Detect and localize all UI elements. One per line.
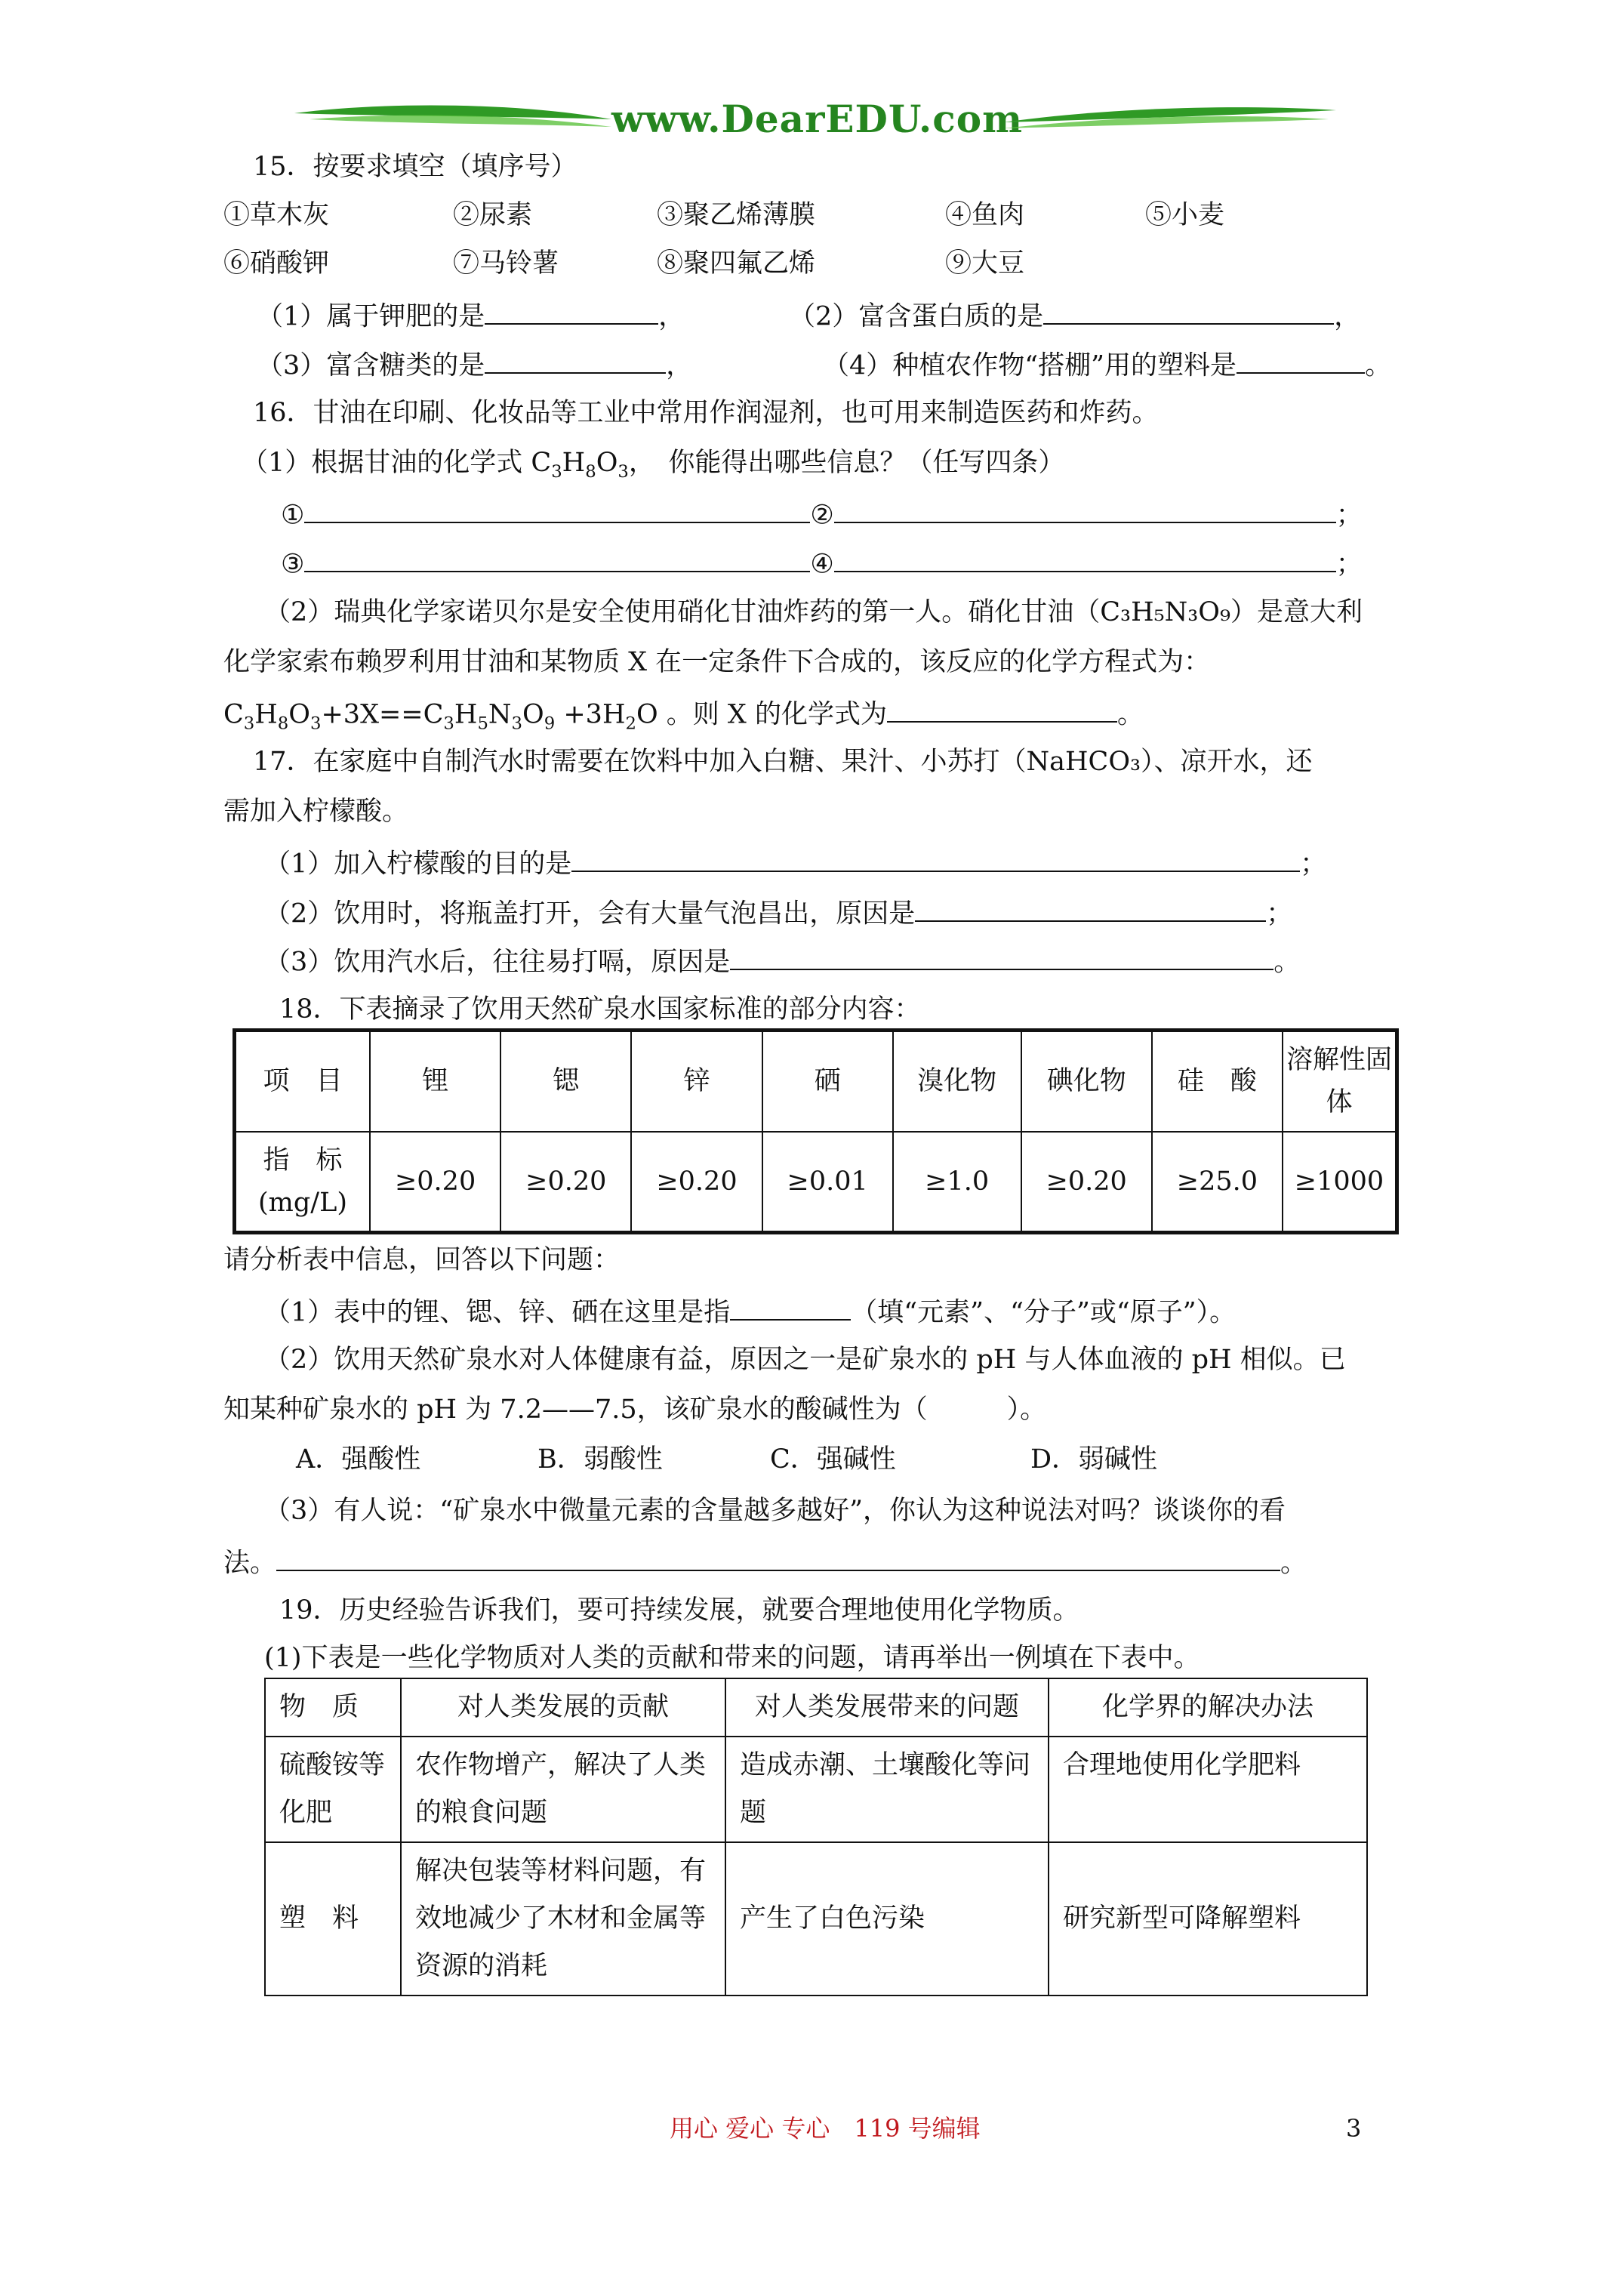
q15-item-4: ④鱼肉 (945, 200, 1025, 230)
q19-table (264, 1678, 1368, 1996)
q18-option-a: A．强酸性 (296, 1444, 421, 1475)
table-header-row (265, 1678, 1367, 1737)
table-header-cell: 锌 (631, 1031, 762, 1132)
q18-prompt: 请分析表中信息，回答以下问题： (223, 1245, 621, 1275)
table-cell: 硫酸铵等化肥 (265, 1737, 401, 1842)
table-row (235, 1132, 1397, 1233)
table-header-cell: 项 目 (235, 1031, 371, 1132)
q18-table (233, 1028, 1399, 1234)
q16-sub2-line2: 化学家索布赖罗利用甘油和某物质 X 在一定条件下合成的，该反应的化学方程式为： (223, 647, 1211, 677)
q15-part4: （4）种植农作物“搭棚”用的塑料是 。 (823, 347, 1391, 381)
table-cell: 合理地使用化学肥料 (1049, 1737, 1367, 1842)
q16-title: 16．甘油在印刷、化妆品等工业中常用作润湿剂，也可用来制造医药和炸药。 (253, 398, 1159, 428)
table-cell: ≥1.0 (893, 1132, 1021, 1233)
q17-s3: （3）饮用汽水后，往往易打嗝，原因是 。 (264, 944, 1300, 978)
q19-title: 19．历史经验告诉我们，要可持续发展，就要合理地使用化学物质。 (279, 1595, 1079, 1626)
q15-part2: （2）富含蛋白质的是 ， (789, 298, 1360, 332)
answer-blank[interactable] (730, 1294, 851, 1321)
answer-blank[interactable] (485, 347, 666, 374)
q18-s2-line2: 知某种矿泉水的 pH 为 7.2——7.5，该矿泉水的酸碱性为（ ）。 (223, 1395, 1047, 1425)
table-cell: 解决包装等材料问题，有效地减少了木材和金属等资源的消耗 (401, 1842, 725, 1996)
table-header-row (235, 1031, 1397, 1132)
q16-line-2: ③ ④ ； (281, 546, 1363, 580)
q18-s2-line1: （2）饮用天然矿泉水对人体健康有益，原因之一是矿泉水的 pH 与人体血液的 pH 相似。已 (264, 1345, 1346, 1375)
table-cell: 塑 料 (265, 1842, 401, 1996)
table-header-cell: 对人类发展的贡献 (401, 1678, 725, 1737)
answer-blank[interactable] (730, 944, 1273, 970)
table-cell: ≥0.01 (762, 1132, 893, 1233)
q18-option-c: C．强碱性 (770, 1444, 896, 1475)
q17-title-cont: 需加入柠檬酸。 (223, 797, 409, 827)
q15-item-7: ⑦马铃薯 (453, 248, 559, 279)
answer-blank[interactable] (485, 298, 658, 325)
answer-blank[interactable] (304, 546, 810, 572)
table-cell: 产生了白色污染 (725, 1842, 1049, 1996)
table-cell: 研究新型可降解塑料 (1049, 1842, 1367, 1996)
q19-sub1: (1)下表是一些化学物质对人类的贡献和带来的问题，请再举出一例填在下表中。 (264, 1643, 1200, 1673)
q16-line-1: ① ② ； (281, 497, 1363, 531)
table-cell: ≥0.20 (500, 1132, 631, 1233)
table-cell: 指 标(mg/L) (235, 1132, 371, 1233)
table-cell: 农作物增产，解决了人类的粮食问题 (401, 1737, 725, 1842)
q16-equation: $C_3H_8O_3+3X==C_3H_5N_3O_9 +3H_2O$ 。则 X 的化学式为 。 (223, 696, 1144, 735)
q18-title: 18．下表摘录了饮用天然矿泉水国家标准的部分内容： (279, 994, 921, 1025)
q15-part1: （1）属于钾肥的是 ， (257, 298, 685, 332)
answer-blank[interactable] (571, 846, 1300, 872)
q15-item-5: ⑤小麦 (1145, 200, 1225, 230)
table-header-cell: 化学界的解决办法 (1049, 1678, 1367, 1737)
answer-blank[interactable] (1236, 347, 1365, 374)
table-header-cell: 锶 (500, 1031, 631, 1132)
q15-title: 15．按要求填空（填序号） (253, 152, 577, 182)
table-cell: ≥0.20 (1021, 1132, 1152, 1233)
answer-blank[interactable] (304, 497, 810, 523)
table-header-cell: 对人类发展带来的问题 (725, 1678, 1049, 1737)
table-row (265, 1842, 1367, 1996)
table-header-cell: 溴化物 (893, 1031, 1021, 1132)
table-cell: ≥0.20 (631, 1132, 762, 1233)
q15-item-9: ⑨大豆 (945, 248, 1025, 279)
answer-blank[interactable] (834, 546, 1336, 572)
table-header-cell: 锂 (370, 1031, 500, 1132)
q15-item-3: ③聚乙烯薄膜 (657, 200, 816, 230)
footer-text: 用心 爱心 专心 119 号编辑 (670, 2114, 981, 2143)
answer-blank[interactable] (834, 497, 1336, 523)
q16-sub2-line1: （2）瑞典化学家诺贝尔是安全使用硝化甘油炸药的第一人。硝化甘油（C₃H₅N₃O₉）是意大利 (264, 597, 1363, 627)
green-swoosh-right-icon (1004, 100, 1336, 145)
table-row (265, 1737, 1367, 1842)
table-header-cell: 硒 (762, 1031, 893, 1132)
table-header-cell: 溶解性固体 (1283, 1031, 1397, 1132)
q18-s3-line2: 法。 。 (223, 1545, 1307, 1579)
table-header-cell: 碘化物 (1021, 1031, 1152, 1132)
q17-s2: （2）饮用时，将瓶盖打开，会有大量气泡昌出，原因是 ； (264, 895, 1292, 929)
answer-blank[interactable] (915, 895, 1266, 922)
q18-s1: （1）表中的锂、锶、锌、硒在这里是指 （填“元素”、“分子”或“原子”）。 (264, 1294, 1236, 1328)
q18-s3-line1: （3）有人说：“矿泉水中微量元素的含量越多越好”，你认为这种说法对吗？谈谈你的看 (264, 1496, 1286, 1526)
q17-s1: （1）加入柠檬酸的目的是 ； (264, 846, 1326, 880)
table-cell: 造成赤潮、土壤酸化等问题 (725, 1737, 1049, 1842)
table-cell: ≥1000 (1283, 1132, 1397, 1233)
q15-part3: （3）富含糖类的是 ， (257, 347, 692, 381)
q15-item-1: ①草木灰 (223, 200, 330, 230)
green-swoosh-left-icon (294, 97, 611, 142)
q15-item-6: ⑥硝酸钾 (223, 248, 330, 279)
answer-blank[interactable] (276, 1545, 1280, 1571)
table-cell: ≥25.0 (1152, 1132, 1283, 1233)
q15-item-2: ②尿素 (453, 200, 533, 230)
q18-option-d: D．弱碱性 (1030, 1444, 1158, 1475)
table-cell: ≥0.20 (370, 1132, 500, 1233)
page-number: 3 (1346, 2114, 1362, 2143)
q15-item-8: ⑧聚四氟乙烯 (657, 248, 816, 279)
q18-option-b: B．弱酸性 (537, 1444, 663, 1475)
q17-title: 17．在家庭中自制汽水时需要在饮料中加入白糖、果汁、小苏打（NaHCO₃）、凉开水，还 (253, 747, 1313, 777)
table-header-cell: 物 质 (265, 1678, 401, 1737)
answer-blank[interactable] (887, 696, 1117, 723)
q16-sub1: （1）根据甘油的化学式 $C_3H_8O_3$， 你能得出哪些信息？（任写四条） (242, 448, 1065, 482)
site-logo-text: www.DearEDU.com (611, 97, 1024, 141)
answer-blank[interactable] (1043, 298, 1334, 325)
table-header-cell: 硅 酸 (1152, 1031, 1283, 1132)
